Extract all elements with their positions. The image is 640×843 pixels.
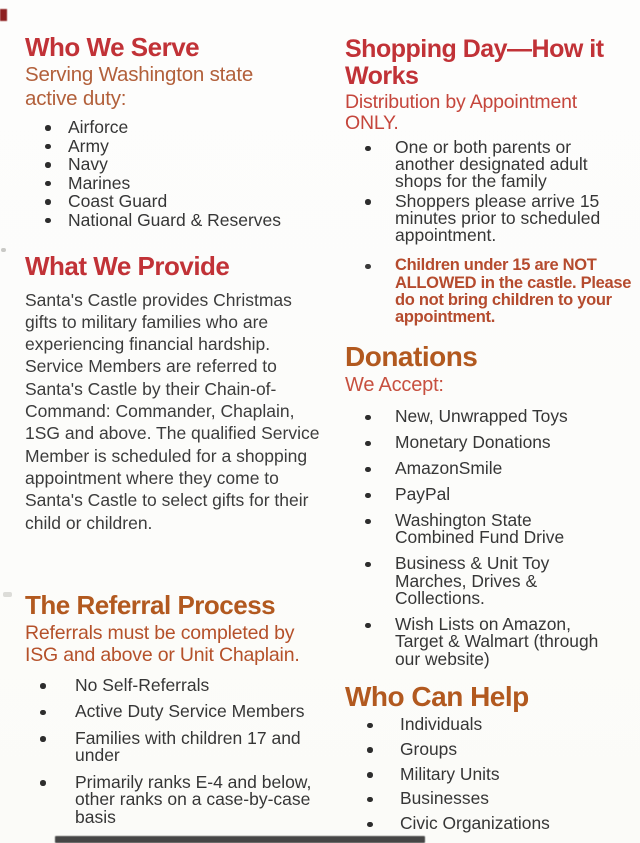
list-item: Coast Guard — [68, 192, 320, 211]
shopping-rules-list — [345, 139, 637, 326]
list-item: Businesses — [400, 790, 637, 807]
list-item: Washington State Combined Fund Drive — [395, 512, 607, 547]
list-item: Marines — [68, 174, 320, 193]
donations-title: Donations — [345, 341, 478, 373]
section-what-we-provide — [25, 252, 320, 534]
scan-artifact-speck — [3, 592, 12, 597]
list-item: PayPal — [395, 486, 607, 503]
list-item: Families with children 17 and under — [75, 730, 320, 765]
donations-list — [345, 408, 637, 668]
scan-artifact-speck — [1, 248, 6, 252]
list-item: Individuals — [400, 716, 637, 733]
who-can-help-list — [345, 716, 637, 832]
list-item: Primarily ranks E-4 and below, other ranks on a case-by-case basis — [75, 774, 320, 827]
list-item: New, Unwrapped Toys — [395, 408, 607, 425]
list-item: Groups — [400, 741, 637, 758]
children-warning: Children under 15 are NOT ALLOWED in the castle. Please do not bring children to your appointment. — [395, 256, 632, 327]
shopping-day-title: Shopping Day—How it Works — [345, 35, 604, 90]
what-we-provide-body: Santa's Castle provides Christmas gifts to military families who are experiencing financial hardship. Service Members are referred to Santa's Castle by their Chain-of-Command: Commander, Chaplain, 1SG and above. The qualified Service Member is scheduled for a shopping appointment where they come to Santa's Castle to select gifts for their child or children. — [25, 289, 320, 533]
scan-artifact-red-mark — [0, 9, 7, 21]
section-who-can-help — [345, 682, 637, 832]
list-item: Airforce — [68, 118, 320, 137]
service-branches-list — [25, 118, 320, 230]
donations-subtitle: We Accept: — [345, 374, 444, 397]
list-item: AmazonSmile — [395, 460, 607, 477]
who-can-help-title: Who Can Help — [345, 681, 529, 713]
section-who-we-serve — [25, 33, 320, 230]
list-item: Business & Unit Toy Marches, Drives & Collections. — [395, 555, 607, 607]
list-item: One or both parents or another designated adult shops for the family — [395, 139, 607, 191]
who-we-serve-title: Who We Serve — [25, 32, 200, 62]
referral-process-title: The Referral Process — [25, 589, 276, 620]
list-item: Military Units — [400, 766, 637, 783]
left-column — [25, 33, 320, 835]
section-donations — [345, 342, 637, 668]
list-item: Active Duty Service Members — [75, 703, 320, 721]
list-item: Army — [68, 137, 320, 156]
referral-process-subtitle: Referrals must be completed by ISG and above or Unit Chaplain. — [25, 621, 300, 666]
list-item: Navy — [68, 155, 320, 174]
right-column — [345, 36, 637, 840]
list-item: No Self-Referrals — [75, 677, 320, 695]
list-item: Civic Organizations — [400, 815, 637, 832]
referral-rules-list — [25, 674, 320, 827]
shopping-day-subtitle: Distribution by Appointment ONLY. — [345, 91, 577, 134]
list-item: Monetary Donations — [395, 434, 607, 451]
what-we-provide-title: What We Provide — [25, 250, 230, 281]
section-shopping-day — [345, 36, 637, 326]
list-item: Shoppers please arrive 15 minutes prior to scheduled appointment. — [395, 193, 607, 245]
list-item: Wish Lists on Amazon, Target & Walmart (through our website) — [395, 616, 607, 668]
who-we-serve-subtitle: Serving Washington state active duty: — [25, 63, 254, 110]
section-referral-process — [25, 591, 320, 827]
list-item: National Guard & Reserves — [68, 211, 320, 230]
